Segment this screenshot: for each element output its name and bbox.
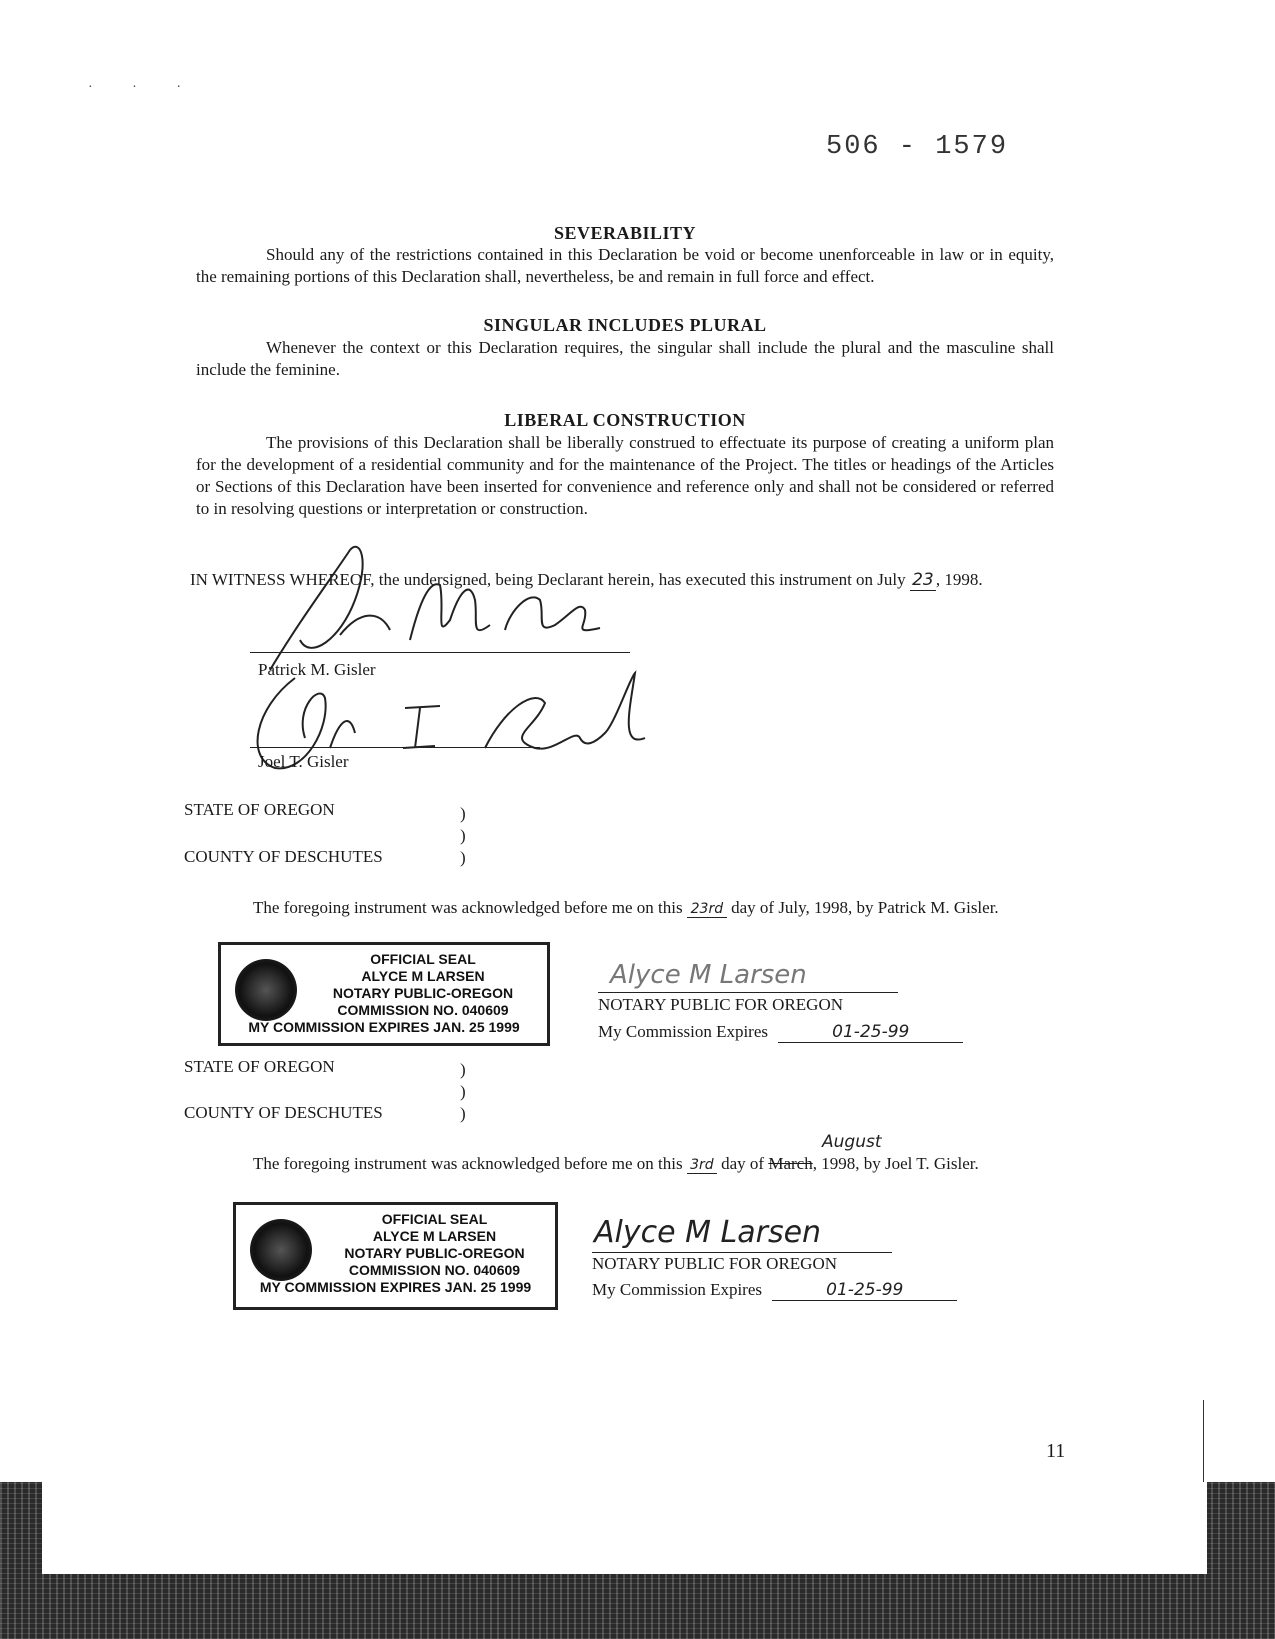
paragraph-severability: Should any of the restrictions contained in this Declaration be void or become unenforceable in law or in equity, the remaining portions of this Declaration shall, nevertheless, be and remain in full force and effect. — [196, 245, 1054, 286]
signatory-name-2: Joel T. Gisler — [258, 752, 349, 771]
ack1-day-handwritten: 23rd — [687, 901, 727, 918]
seal1-line1: OFFICIAL SEAL — [370, 951, 476, 967]
ack2-state: STATE OF OREGON — [184, 1057, 335, 1076]
ack2-statement: The foregoing instrument was acknowledged before me on this 3rd day of March, 1998, by Joel T. Gisler. — [253, 1154, 979, 1173]
ack2-paren-1: ) — [460, 1060, 466, 1079]
notary1-commission-date: 01-25-99 — [778, 1022, 963, 1043]
seal1-line4: COMMISSION NO. 040609 — [337, 1002, 509, 1018]
ack2-struck-month: March — [768, 1154, 813, 1173]
scan-edge-line — [1203, 1400, 1204, 1482]
ack2-month-correction: August — [822, 1132, 882, 1152]
ack2-day-handwritten: 3rd — [687, 1157, 717, 1174]
heading-liberal-construction: LIBERAL CONSTRUCTION — [504, 410, 746, 430]
witness-text-after: , 1998. — [935, 570, 983, 589]
notary1-commission — [598, 1022, 963, 1043]
heading-singular-includes-plural: SINGULAR INCLUDES PLURAL — [483, 315, 767, 335]
notary2-commission-date: 01-25-99 — [772, 1280, 957, 1301]
paragraph-liberal-construction: The provisions of this Declaration shall be liberally construed to effectuate its purpose of creating a uniform plan for the development of a residential community and for the maintenance of the Project. The titles or headings of the Articles or Sections of this Declaration have been inserted for convenience and reference only and shall not be considered or referred to in resolving questions or interpretation or construction. — [196, 433, 1054, 518]
notary1-commission-label: My Commission Expires — [598, 1022, 769, 1041]
ack1-statement — [253, 898, 999, 918]
paragraph-singular-includes-plural: Whenever the context or this Declaration requires, the singular shall include the plural and the masculine shall include the feminine. — [196, 338, 1054, 379]
ack2-text-after: 1998, by Joel T. Gisler. — [821, 1154, 979, 1173]
seal-emblem-icon — [235, 959, 297, 1021]
ack1-county: COUNTY OF DESCHUTES — [184, 847, 383, 866]
notary1-signature: Alyce M Larsen — [610, 960, 807, 990]
ack1-state: STATE OF OREGON — [184, 800, 335, 819]
ack1-text-middle: day of July, 1998, by Patrick M. Gisler. — [731, 898, 999, 917]
page-bottom-margin — [42, 1482, 1207, 1574]
ack2-paren-2: ) — [460, 1082, 466, 1101]
ack2-county: COUNTY OF DESCHUTES — [184, 1103, 383, 1122]
notary1-signature-line — [598, 992, 898, 993]
seal1-line2: ALYCE M LARSEN — [361, 968, 485, 984]
notary1-title: NOTARY PUBLIC FOR OREGON — [598, 995, 844, 1014]
seal-emblem-icon — [250, 1219, 312, 1281]
notary2-commission-label: My Commission Expires — [592, 1280, 763, 1299]
notary2-signature-line — [592, 1252, 892, 1253]
notary2-signature: Alyce M Larsen — [594, 1215, 822, 1250]
seal2-line5: MY COMMISSION EXPIRES JAN. 25 1999 — [259, 1279, 532, 1295]
page-number: 11 — [1046, 1440, 1066, 1462]
signature-line-1 — [250, 652, 630, 653]
ack2-text-middle: day of — [721, 1154, 765, 1173]
ack1-paren-1: ) — [460, 804, 466, 823]
ack1-paren-2: ) — [460, 826, 466, 845]
heading-severability: SEVERABILITY — [553, 223, 697, 243]
seal2-line2: ALYCE M LARSEN — [372, 1228, 497, 1244]
seal1-line3: NOTARY PUBLIC-OREGON — [332, 985, 514, 1001]
seal2-line4: COMMISSION NO. 040609 — [348, 1262, 521, 1278]
notary-seal-2 — [233, 1202, 558, 1310]
signature-patrick-gisler — [240, 540, 640, 680]
seal2-line1: OFFICIAL SEAL — [381, 1211, 488, 1227]
signature-line-2 — [250, 747, 540, 748]
seal1-line5: MY COMMISSION EXPIRES JAN. 25 1999 — [248, 1019, 520, 1035]
ack2-paren-3: ) — [460, 1104, 466, 1123]
document-number: 506 - 1579 — [826, 132, 1009, 162]
ack2-text-before: The foregoing instrument was acknowledged before me on this — [253, 1154, 683, 1173]
notary-seal-1 — [218, 942, 550, 1046]
ack1-paren-3: ) — [460, 848, 466, 867]
witness-day-handwritten: 23 — [910, 570, 936, 591]
ack1-text-before: The foregoing instrument was acknowledged before me on this — [253, 898, 683, 917]
scan-specks: · · · — [88, 80, 199, 95]
signatory-name-1: Patrick M. Gisler — [258, 660, 376, 679]
notary2-commission — [592, 1280, 957, 1301]
witness-text-before: IN WITNESS WHEREOF, the undersigned, being Declarant herein, has executed this instrument on July — [190, 570, 906, 589]
seal2-line3: NOTARY PUBLIC-OREGON — [344, 1245, 525, 1261]
notary2-title: NOTARY PUBLIC FOR OREGON — [592, 1254, 838, 1273]
